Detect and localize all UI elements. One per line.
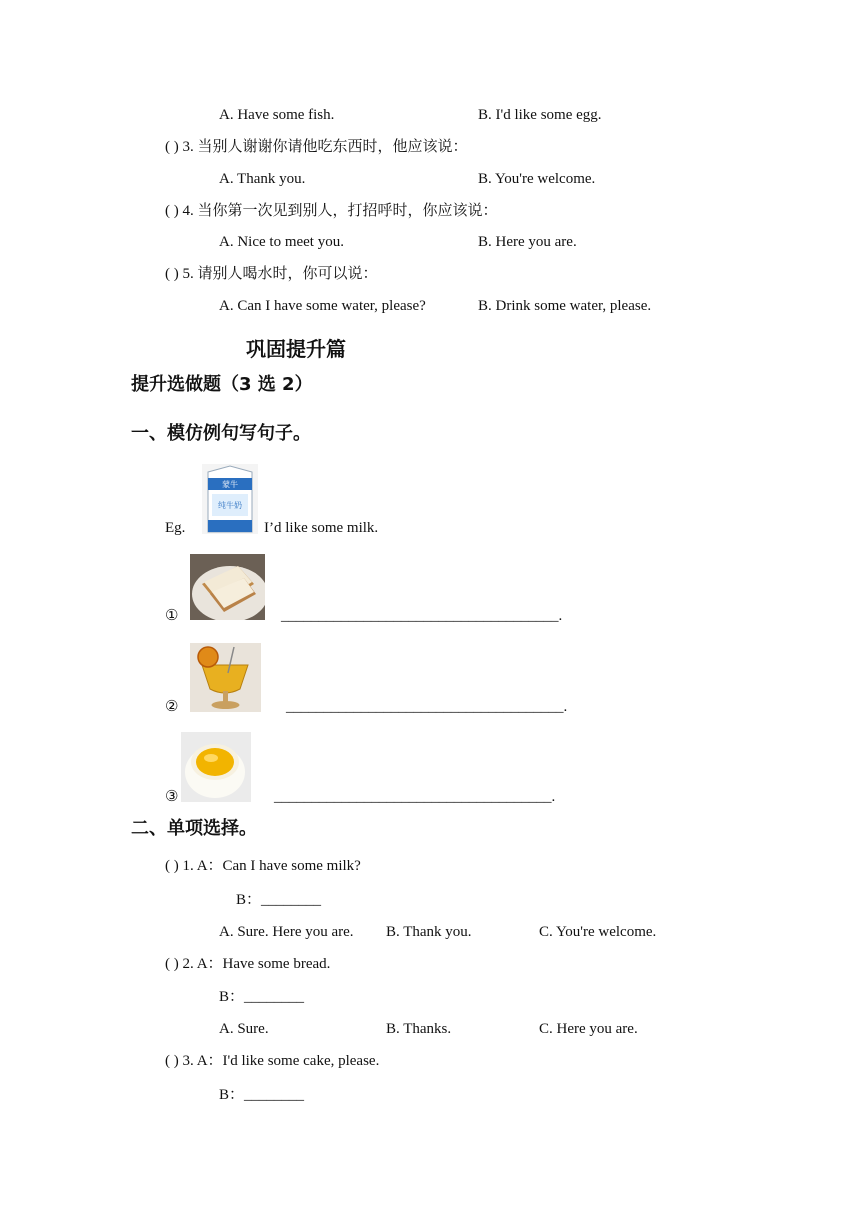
dialog-a: A：I'd like some cake, please. (196, 1053, 380, 1069)
item-1-answer-line[interactable]: _____________________________________. (281, 608, 563, 624)
subtitle: 提升选做题（3 选 2） (131, 374, 313, 395)
question-number: 3. (182, 139, 194, 155)
dialog-a: A：Can I have some milk? (196, 858, 361, 874)
q3-option-a: A. Thank you. (219, 171, 306, 187)
s2-q2-option-c: C. Here you are. (539, 1021, 638, 1037)
juice-glass-image (190, 643, 261, 712)
q5-option-a: A. Can I have some water, please? (219, 298, 426, 314)
s2-q3-dialog-b[interactable]: B：________ (219, 1087, 305, 1103)
answer-paren[interactable]: ( ) (165, 203, 179, 219)
q4-option-a: A. Nice to meet you. (219, 234, 344, 250)
q2-option-a: A. Have some fish. (219, 107, 335, 123)
boiled-egg-image (181, 732, 251, 802)
answer-paren[interactable]: ( ) (165, 266, 179, 282)
s2-q1-option-b: B. Thank you. (386, 924, 472, 940)
s2-q2-option-b: B. Thanks. (386, 1021, 452, 1037)
s2-question-2 (165, 954, 330, 974)
item-2-marker: ② (165, 699, 179, 715)
s2-q2-dialog-b[interactable]: B：________ (219, 989, 305, 1005)
answer-paren[interactable]: ( ) (165, 858, 179, 874)
question-prompt: 请别人喝水时，你可以说： (197, 264, 378, 282)
item-3-marker: ③ (165, 789, 179, 805)
s2-q2-option-a: A. Sure. (219, 1021, 269, 1037)
example-sentence: I’d like some milk. (264, 520, 379, 536)
milk-text: 纯牛奶 (218, 501, 242, 510)
bread-sandwich-image (190, 554, 265, 620)
milk-brand: 蒙牛 (222, 480, 238, 489)
answer-paren[interactable]: ( ) (165, 956, 179, 972)
section-title: 巩固提升篇 (246, 337, 346, 361)
dialog-a: A：Have some bread. (196, 956, 331, 972)
milk-carton-image (202, 464, 258, 534)
q2-option-b: B. I'd like some egg. (478, 107, 602, 123)
question-number: 4. (182, 203, 194, 219)
answer-paren[interactable]: ( ) (165, 1053, 179, 1069)
item-1-marker: ① (165, 608, 179, 624)
s2-q1-option-c: C. You're welcome. (539, 924, 657, 940)
question-4 (165, 200, 498, 221)
q3-option-b: B. You're welcome. (478, 171, 596, 187)
q4-option-b: B. Here you are. (478, 234, 577, 250)
s2-question-3 (165, 1051, 379, 1071)
question-prompt: 当你第一次见到别人，打招呼时，你应该说： (197, 201, 498, 219)
answer-paren[interactable]: ( ) (165, 139, 179, 155)
question-number: 5. (182, 266, 194, 282)
question-number: 2. (182, 956, 194, 972)
s2-question-1 (165, 856, 361, 876)
section2-heading: 二、单项选择。 (131, 818, 257, 839)
example-label: Eg. (165, 520, 186, 536)
item-2-answer-line[interactable]: _____________________________________. (286, 699, 568, 715)
q5-option-b: B. Drink some water, please. (478, 298, 652, 314)
question-number: 3. (182, 1053, 194, 1069)
s2-q1-option-a: A. Sure. Here you are. (219, 924, 354, 940)
question-5 (165, 263, 378, 284)
item-3-answer-line[interactable]: _____________________________________. (274, 789, 556, 805)
question-prompt: 当别人谢谢你请他吃东西时，他应该说： (197, 137, 468, 155)
question-number: 1. (182, 858, 194, 874)
question-3 (165, 136, 468, 157)
s2-q1-dialog-b[interactable]: B：________ (236, 892, 322, 908)
section1-heading: 一、模仿例句写句子。 (131, 423, 311, 444)
